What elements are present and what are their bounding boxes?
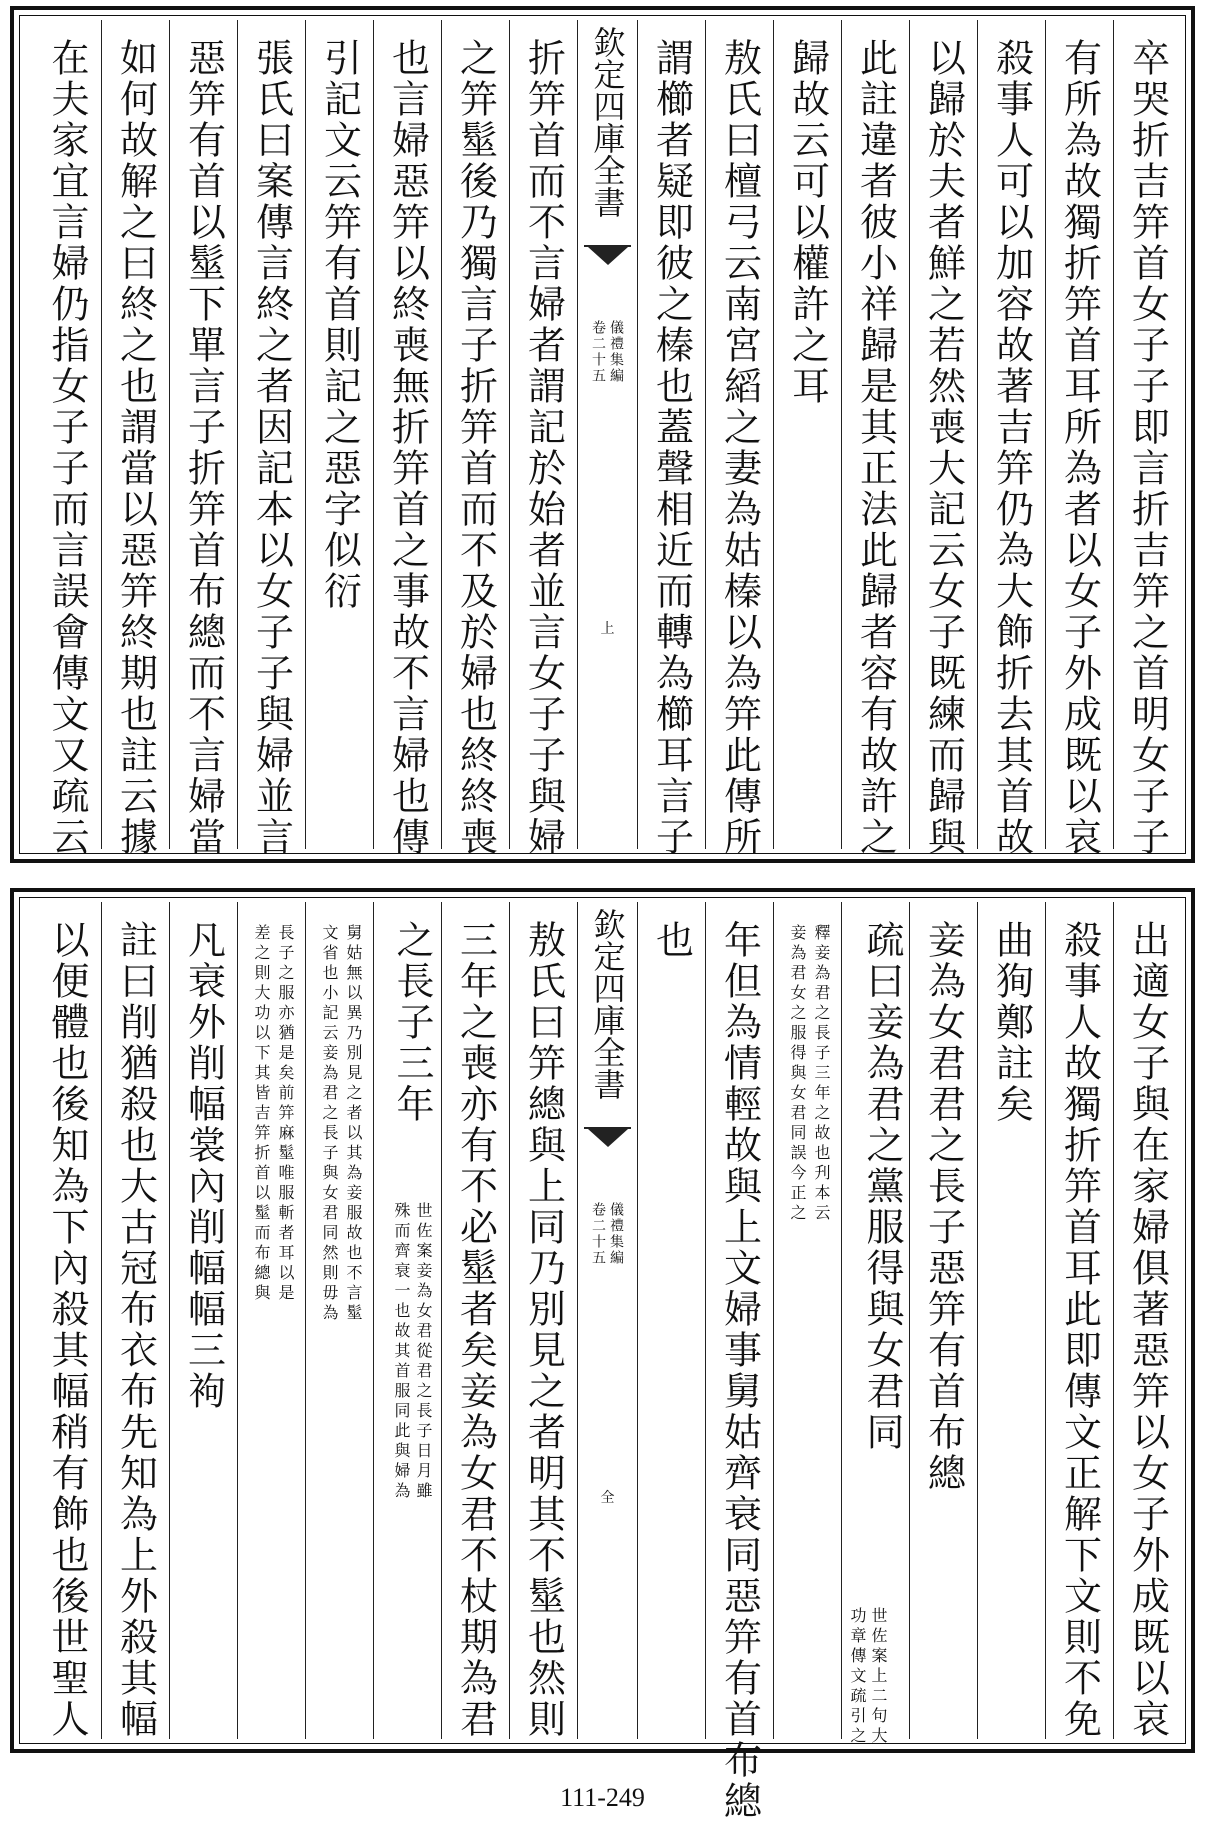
text-column [909, 20, 977, 858]
column-text: 卒哭折吉笄首女子子即言折吉笄之首明女子子 [1125, 38, 1170, 858]
column-text: 三年之喪亦有不必髽者矣妾為女君不杖期為君 [453, 920, 498, 1740]
text-column [509, 20, 577, 858]
column-text: 妾為女君君之長子惡笄有首布總 [921, 920, 966, 1494]
text-column [305, 902, 373, 1739]
commentary-line: 釋妾為君之長子三年之故也刋本云 [812, 924, 831, 1224]
column-text: 惡笄有首以髽下單言子折笄首布總而不言婦當 [181, 38, 226, 858]
column-text: 張氏曰案傳言終之者因記本以女子子與婦並言 [249, 38, 294, 858]
center-book: 儀禮集編 [608, 1202, 624, 1266]
column-text: 殺事人故獨折笄首耳此即傳文正解下文則不免 [1057, 920, 1102, 1740]
center-fold-column [577, 20, 637, 849]
column-text: 引記文云笄有首則記之惡字似衍 [317, 38, 362, 612]
column-text: 疏曰妾為君之黨服得與女君同 [860, 920, 904, 1453]
center-fold-column [577, 902, 637, 1739]
commentary-line: 殊而齊衰一也故其首服同此與婦為 [392, 1202, 411, 1502]
fishtail-mark [584, 1127, 631, 1169]
center-title: 欽定四庫全書 [588, 908, 627, 1100]
column-text: 如何故解之曰終之也謂當以惡笄終期也註云據 [113, 38, 158, 858]
column-text: 歸故云可以權許之耳 [785, 38, 830, 407]
commentary-line: 功章傳文疏引之 [848, 1607, 867, 1747]
column-text: 之笄髽後乃獨言子折笄首而不及於婦也終終喪 [453, 38, 498, 858]
text-column [773, 20, 841, 849]
column-text: 以歸於夫者鮮之若然喪大記云女子既練而歸與 [921, 38, 966, 858]
text-column [909, 902, 977, 1739]
column-text: 也 [649, 920, 694, 961]
text-column [101, 20, 169, 858]
commentary-line: 文省也小記云妾為君之長子與女君同然則毋為 [320, 924, 339, 1324]
commentary-line: 世佐案妾為女君從君之長子日月雖 [414, 1202, 433, 1502]
column-text: 出適女子與在家婦俱著惡笄以女子外成既以哀 [1125, 920, 1170, 1740]
column-text: 年但為情輕故與上文婦事舅姑齊衰同惡笄有首布總 [717, 920, 762, 1822]
column-text: 折笄首而不言婦者謂記於始者並言女子子與婦 [521, 38, 566, 858]
text-column [237, 20, 305, 858]
text-column [373, 20, 441, 858]
text-column [237, 902, 305, 1739]
column-text: 曲狥鄭註矣 [989, 920, 1034, 1125]
text-column [305, 20, 373, 849]
center-label: 全 [600, 1490, 615, 1506]
column-text: 此註違者彼小祥歸是其正法此歸者容有故許之 [853, 38, 898, 858]
text-column [509, 902, 577, 1739]
column-text: 敖氏曰笄總與上同乃別見之者明其不髽也然則 [521, 920, 566, 1740]
commentary-line: 長子之服亦猶是矣前笄麻髽唯服斬者耳以是 [276, 924, 295, 1304]
fishtail-mark [584, 245, 631, 287]
column-text: 敖氏曰檀弓云南宮縚之妻為姑榛以為笄此傳所 [717, 38, 762, 858]
commentary-line: 世佐案上二句大 [869, 1607, 888, 1747]
column-text: 註曰削猶殺也大古冠布衣布先知為上外殺其幅 [113, 920, 158, 1740]
text-column [773, 902, 841, 1739]
text-column [373, 902, 441, 1739]
text-column [977, 20, 1045, 858]
center-volume: 卷二十五 [590, 320, 606, 384]
text-column [33, 902, 101, 1739]
text-column [841, 20, 909, 858]
commentary-line: 妾為君女之服得與女君同誤今正之 [788, 924, 807, 1224]
column-text: 有所為故獨折笄首耳所為者以女子外成既以哀 [1057, 38, 1102, 858]
text-column [637, 20, 705, 858]
text-column [1045, 902, 1113, 1739]
text-column [1113, 20, 1181, 858]
column-text: 以便體也後知為下內殺其幅稍有飾也後世聖人 [45, 920, 89, 1740]
top-columns [24, 20, 1181, 858]
text-column [169, 20, 237, 858]
text-column [169, 902, 237, 1739]
text-column [705, 20, 773, 858]
top-page-frame [10, 6, 1195, 863]
text-column [841, 902, 909, 1747]
text-column [1045, 20, 1113, 858]
column-text: 殺事人可以加容故著吉笄仍為大飾折去其首故 [989, 38, 1034, 858]
center-volume: 卷二十五 [590, 1202, 606, 1266]
commentary-line: 差之則大功以下其皆吉笄折首以髽而布總與 [252, 924, 271, 1304]
page-number: 111-249 [560, 1783, 645, 1812]
text-column [637, 902, 705, 1739]
text-column [441, 902, 509, 1739]
text-column [441, 20, 509, 858]
text-column [1113, 902, 1181, 1739]
column-text: 之長子三年 [390, 920, 434, 1125]
text-column [705, 902, 773, 1822]
column-text: 凡衰外削幅裳內削幅幅三袧 [181, 920, 226, 1412]
text-column [977, 902, 1045, 1739]
text-column [101, 902, 169, 1739]
center-label: 上 [600, 621, 615, 637]
column-text: 謂櫛者疑即彼之榛也蓋聲相近而轉為櫛耳言子 [649, 38, 694, 858]
column-text: 也言婦惡笄以終喪無折笄首之事故不言婦也傳 [385, 38, 430, 858]
center-book: 儀禮集編 [608, 320, 624, 384]
center-title: 欽定四庫全書 [588, 26, 627, 218]
text-column [33, 20, 101, 858]
column-text: 在夫家宜言婦仍指女子子而言誤會傳文又疏云 [45, 38, 89, 858]
commentary-line: 舅姑無以異乃別見之者以其為妾服故也不言髽 [344, 924, 363, 1324]
